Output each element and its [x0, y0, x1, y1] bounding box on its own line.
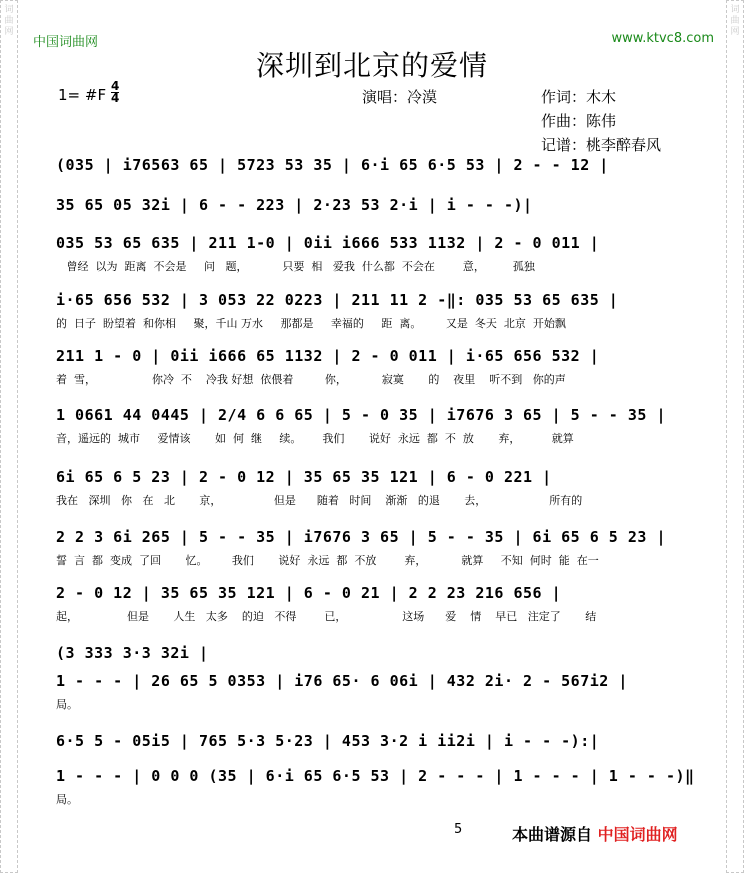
- notation-line: (3 333 3·3 32i |: [56, 644, 209, 662]
- notation-line: i·65 656 532 | 3 053 22 0223 | 211 11 2 -‖: 035 53 65 635 |: [56, 291, 619, 309]
- notation-line: 1 - - - | 26 65 5 0353 | i76 65· 6 06i | 432 2i· 2 - 567i2 |: [56, 672, 628, 690]
- lyric-line: 局。: [56, 698, 78, 711]
- lyricist: 作词：木木: [541, 88, 617, 106]
- notation-line: 211 1 - 0 | 0ii i666 65 1132 | 2 - 0 011 | i·65 656 532 |: [56, 347, 600, 365]
- time-signature: [111, 81, 119, 104]
- lyric-line: 曾经 以为 距离 不会是 问 题， 只要 相 爱我 什么都 不会在 意， 孤独: [56, 260, 535, 273]
- song-title: 深圳到北京的爱情: [255, 49, 488, 82]
- site-url[interactable]: www.ktvc8.com: [611, 31, 714, 46]
- brand-name: 中国词曲网: [33, 35, 99, 50]
- notation-line: 35 65 05 32i | 6 - - 223 | 2·23 53 2·i | i - - -)|: [56, 196, 533, 214]
- page-number: 5: [454, 822, 463, 837]
- right-watermark-strip: [726, 0, 744, 873]
- lyric-line: 起， 但是 人生 太多 的迫 不得 已， 这场 爱 情 早已 注定了 结: [56, 610, 597, 623]
- notation-line: 2 - 0 12 | 35 65 35 121 | 6 - 0 21 | 2 2 23 216 656 |: [56, 584, 562, 602]
- lyric-line: 我在 深圳 你 在 北 京， 但是 随着 时间 渐渐 的退 去， 所有的: [56, 494, 583, 507]
- source-prefix: 本曲谱源自: [512, 825, 593, 844]
- composer: 作曲：陈伟: [541, 112, 617, 130]
- lyric-line: 的 日子 盼望着 和你相 聚，千山 万水 那都是 幸福的 距 离。 又是 冬天 北京 开始飘: [56, 317, 566, 330]
- notation-line: 6·5 5 - 05i5 | 765 5·3 5·23 | 453 3·2 i ii2i | i - - -):|: [56, 732, 600, 750]
- notation-line: 1 0661 44 0445 | 2/4 6 6 65 | 5 - 0 35 | i7676 3 65 | 5 - - 35 |: [56, 406, 666, 424]
- time-signature-bottom: 4: [111, 91, 120, 105]
- notation-line: 2 2 3 6i 265 | 5 - - 35 | i7676 3 65 | 5 - - 35 | 6i 65 6 5 23 |: [56, 528, 666, 546]
- lyric-line: 着 雪， 你冷 不 冷我 好想 依偎着 你， 寂寞 的 夜里 听不到 你的声: [56, 373, 566, 386]
- lyric-line: 音，遥远的 城市 爱情该 如 何 继 续。 我们 说好 永远 都 不 放 弃， 就算: [56, 432, 574, 445]
- notation-line: 6i 65 6 5 23 | 2 - 0 12 | 35 65 35 121 | 6 - 0 221 |: [56, 468, 552, 486]
- transcriber: 记谱：桃李醉春风: [541, 136, 662, 154]
- source-credit: [512, 822, 678, 845]
- notation-line: (035 | i76563 65 | 5723 53 35 | 6·i 65 6·5 53 | 2 - - 12 |: [56, 156, 609, 174]
- notation-line: 1 - - - | 0 0 0 (35 | 6·i 65 6·5 53 | 2 - - - | 1 - - - | 1 - - -)‖: [56, 767, 695, 785]
- source-site: 中国词曲网: [597, 825, 678, 844]
- watermark-text: 词 曲 网: [730, 5, 740, 37]
- key-signature: 1= #F: [58, 86, 107, 104]
- watermark-text: 词 曲 网: [4, 5, 14, 37]
- lyric-line: 局。: [56, 793, 78, 806]
- singer: 演唱：冷漠: [362, 88, 438, 106]
- left-watermark-strip: [0, 0, 18, 873]
- lyric-line: 誓 言 都 变成 了回 忆。 我们 说好 永远 都 不放 弃， 就算 不知 何时 能 在一: [56, 554, 599, 567]
- time-signature-top: 4: [111, 79, 120, 93]
- notation-line: 035 53 65 635 | 211 1-0 | 0ii i666 533 1132 | 2 - 0 011 |: [56, 234, 600, 252]
